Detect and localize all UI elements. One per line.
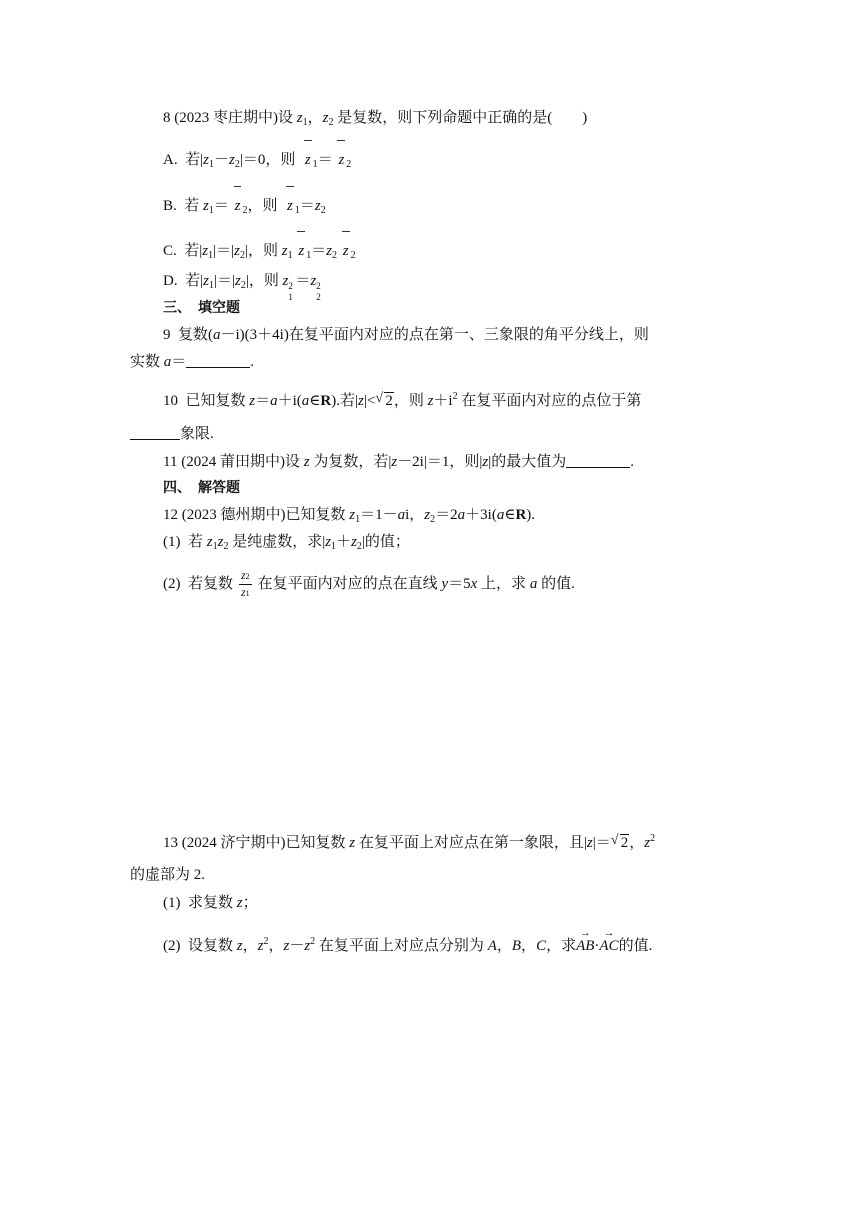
- vector-ac: → AC: [599, 936, 618, 956]
- question-number: 13: [163, 835, 178, 851]
- option-label: D.: [163, 273, 178, 289]
- q8-stem: 8 (2023 枣庄期中)设 $z_1$，$z_2$ 是复数，则下列命题中正确的是( ): [163, 110, 588, 128]
- q8-option-c: C. 若$|z_1|=|z_2|$，则 $z_1$ z $_1=z_2$ z $_2$: [163, 243, 356, 261]
- answer-blank[interactable]: [566, 453, 630, 468]
- question-source: (2024 莆田期中): [181, 454, 285, 470]
- q10-line1: 10 已知复数 z＝a＋i(a∈R).若|z|< √ 2，则 $z+i^2$ 在复平面内对应的点位于第: [163, 391, 642, 409]
- question-number: 12: [163, 507, 178, 523]
- q8-option-d: D. 若$|z_1|=|z_2|$，则 z 2 1 ＝z 2 2: [163, 273, 321, 302]
- q13-line2: 的虚部为 2.: [130, 867, 206, 883]
- vector-ab: → AB: [576, 936, 594, 956]
- q10-line2: 象限.: [130, 424, 214, 444]
- q9-line2: 实数 a＝ .: [130, 354, 255, 370]
- q13-part1: (1) 求复数 z；: [163, 895, 258, 911]
- option-label: B.: [163, 198, 177, 214]
- q13-part2: (2) 设复数 z，$z^2$，$z-z^2$ 在复平面上对应点分别为 A，B，C，求→ AB·→ AC的值.: [163, 932, 652, 956]
- q9-line1: 9 复数(a－i)(3＋4i)在复平面内对应的点在第一、三象限的角平分线上，则: [163, 327, 649, 343]
- section-title-solve: 四、 解答题: [163, 480, 240, 496]
- section-title-fill-in: 三、 填空题: [163, 300, 240, 316]
- q11-text: 11 (2024 莆田期中)设 z 为复数，若|z－2i|＝1，则|z|的最大值为 .: [163, 454, 634, 470]
- option-label: A.: [163, 152, 178, 168]
- q12-part1: (1) 若 $z_1z_2$ 是纯虚数，求$|z_1+z_2|$的值；: [163, 534, 410, 552]
- question-source: (2023 德州期中): [181, 507, 286, 523]
- question-source: (2024 济宁期中): [181, 835, 286, 851]
- answer-blank[interactable]: [130, 425, 180, 440]
- q13-line1: 13 (2024 济宁期中)已知复数 z 在复平面上对应点在第一象限，且|z|＝ √ 2，$z^2$: [163, 833, 656, 851]
- q12-part2: (2) 若复数 $\frac{z2}{z1}$ 在复平面内对应的点在直线 y＝5x 上，求 a 的值.: [163, 568, 575, 599]
- answer-blank[interactable]: [186, 353, 250, 368]
- question-number: 10: [163, 393, 178, 409]
- question-number: 9: [163, 327, 171, 343]
- q8-option-a: A. 若$|z_1-z_2|=0$，则 z $_1$＝ z $_2$: [163, 152, 352, 170]
- q8-option-b: B. 若 $z_1= z$ $_2$，则 z $_1=z_2$: [163, 198, 326, 216]
- question-number: 11: [163, 454, 178, 470]
- fraction-z2-over-z1: $\frac{z2}{z1}$: [241, 568, 250, 599]
- option-label: C.: [163, 243, 177, 259]
- q12-stem: 12 (2023 德州期中)已知复数 $z_1=1-ai$，$z_2=2a+3i(a\in R)$.: [163, 507, 536, 525]
- question-source: (2023 枣庄期中): [174, 110, 278, 126]
- question-number: 8: [163, 110, 171, 126]
